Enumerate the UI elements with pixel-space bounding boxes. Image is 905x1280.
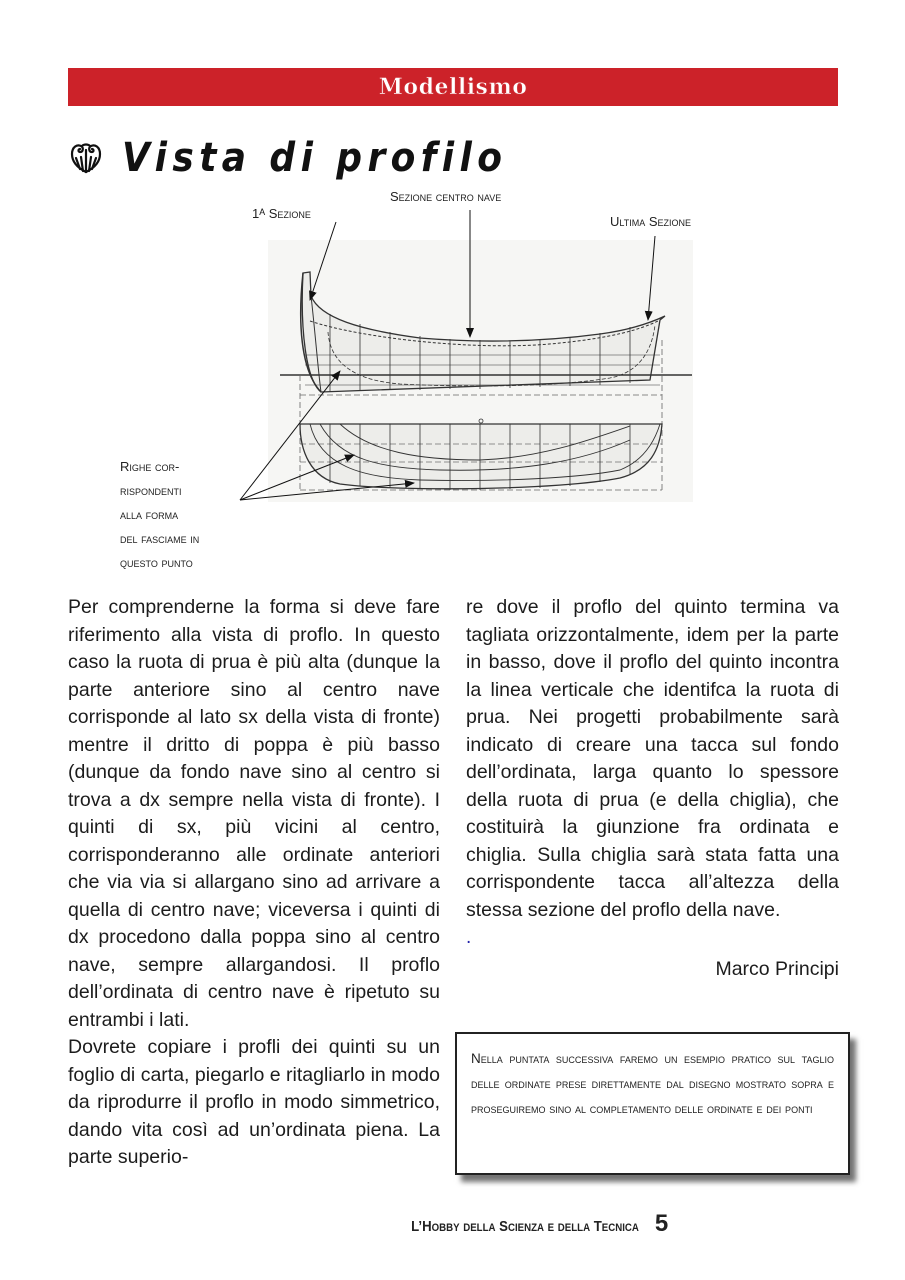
paragraph: Dovrete copiare i profli dei quinti su un foglio di carta, piegarlo e ritagliarlo in modo da riprodurre il proflo in modo simmetrico, dando vita così ad un’ordinata piena. La parte superio- — [68, 1036, 440, 1168]
author-byline: Marco Principi — [715, 957, 839, 980]
paragraph: Per comprenderne la forma si deve fare riferimento alla vista di proflo. In questo caso la ruota di prua è più alta (dunque la parte anteriore sino al centro nave corrisponde al lato sx della vista di fronte) mentre il dritto di poppa è più basso (dunque da fondo nave sino al centro si trova a dx sempre nella vista di fronte). I quinti di sx, più vicini al centro, corrisponderanno alle ordinate anteriori che via via si allargano sino ad arrivare a quella di centro nave; viceversa i quinti di dx procedono dalla poppa sino al centro nave, sempre allargandosi. Il proflo dell’ordinata di centro nave è ripetuto su entrambi i lati. — [68, 596, 440, 1031]
next-episode-note-box — [455, 1032, 850, 1175]
label-planking-lines — [120, 455, 199, 575]
label-last-section: Ultima Sezione — [610, 214, 692, 229]
label-line: alla forma — [120, 507, 179, 522]
shell-ornament-icon — [68, 140, 104, 176]
article-title: Vista di profilo — [122, 135, 508, 181]
label-line: del fasciame in — [120, 531, 200, 546]
page-footer — [380, 1210, 668, 1238]
section-title: Modellismo — [378, 74, 528, 100]
paragraph: re dove il proflo del quinto termina va tagliata orizzontalmente, idem per la parte in basso, dove il proflo del quinto incontra la linea verticale che identifca la ruota di prua. Nei progetti probabilmente sarà indicato di creare una tacca sul fondo dell’ordinata, larga quanto lo spessore della ruota di prua (e della chiglia), che costituirà la giunzione fra ordinata e chiglia. Sulla chiglia sarà stata fatta una corrispondente tacca all’altezza della stessa sezione del proflo della nave. — [466, 596, 839, 921]
stray-mark: . — [466, 927, 472, 948]
label-first-section: 1ᴬ Sezione — [252, 206, 311, 221]
article-title-row — [68, 128, 550, 188]
note-text: Nella puntata successiva faremo un esempio pratico sul taglio delle ordinate prese direttamente dal disegno mostrato sopra e proseguiremo sino al completamento delle ordinate e dei ponti — [471, 1051, 834, 1116]
publication-name: L’Hobby della Scienza e della Tecnica — [411, 1218, 639, 1235]
label-line: questo punto — [120, 555, 193, 570]
article-column-right — [466, 594, 839, 983]
label-line: rispondenti — [120, 483, 182, 498]
section-header-bar — [68, 68, 838, 106]
article-column-left — [68, 594, 440, 1172]
label-center-section: Sezione centro nave — [390, 189, 502, 204]
page-number: 5 — [654, 1210, 669, 1237]
label-line: Righe cor- — [120, 459, 180, 474]
